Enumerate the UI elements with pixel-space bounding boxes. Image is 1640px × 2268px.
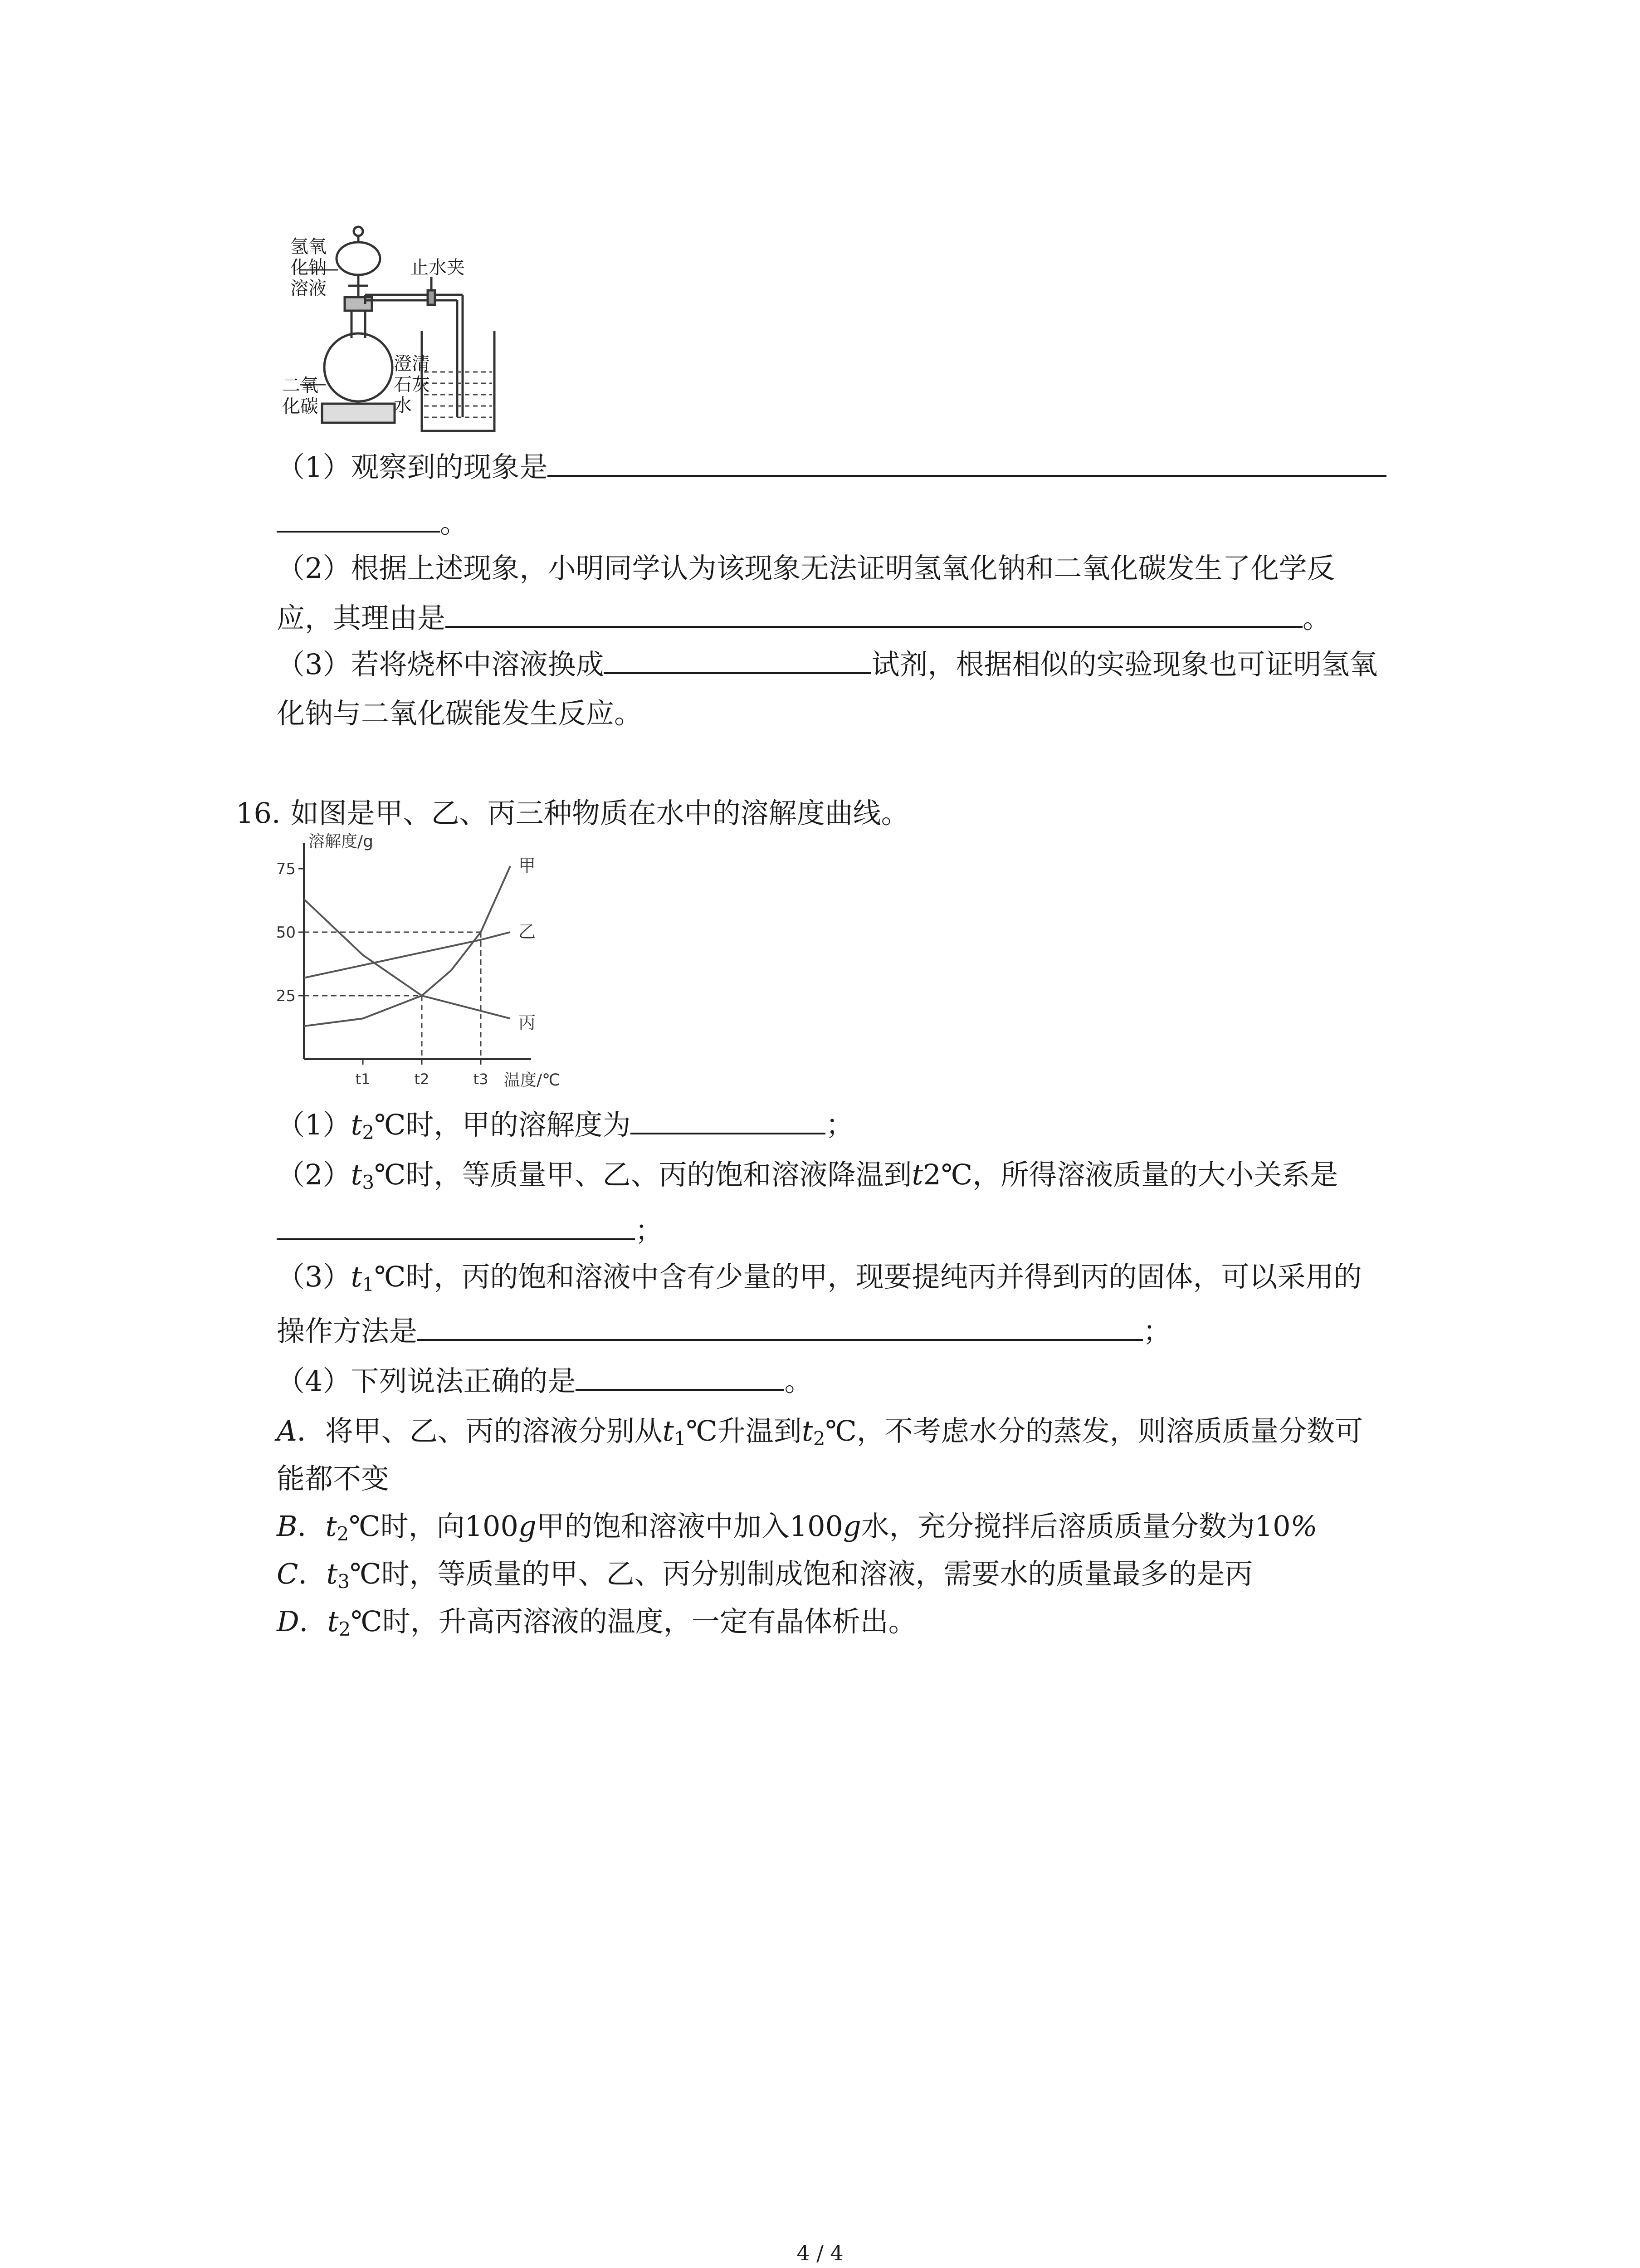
q16-optA-letter: A xyxy=(277,1414,297,1447)
q16-p2-end: ； xyxy=(635,1214,664,1247)
q16-optD-s: 2 xyxy=(338,1618,351,1640)
q16-optD-a: ． xyxy=(299,1605,327,1638)
q16-part1 xyxy=(277,1105,854,1145)
q15-part3-line2 xyxy=(277,693,642,734)
q16-optA-line2: 能都不变 xyxy=(277,1462,390,1495)
q15-part2-end: 。 xyxy=(1303,601,1331,635)
q16-option-a xyxy=(277,1411,1363,1452)
q16-part4 xyxy=(277,1361,812,1402)
q16-optD-t: t xyxy=(327,1605,339,1638)
q16-option-c xyxy=(277,1554,1253,1594)
series-curve-甲 xyxy=(304,866,510,1026)
q15-part2-blank[interactable] xyxy=(445,598,1303,628)
q16-part1-blank[interactable] xyxy=(630,1105,825,1134)
x-tick-label: t2 xyxy=(414,1070,430,1088)
q16-optD-letter: D xyxy=(277,1605,299,1638)
q16-part2 xyxy=(277,1154,1338,1195)
series-curve-乙 xyxy=(304,932,510,978)
q16-p3-sub: 1 xyxy=(362,1273,375,1295)
q16-optC-s: 3 xyxy=(337,1570,350,1593)
q16-number: 16. xyxy=(236,797,281,830)
q16-p4-text: （4）下列说法正确的是 xyxy=(277,1364,576,1398)
q16-p2-t2: t xyxy=(912,1158,923,1191)
q16-p4-end: 。 xyxy=(784,1364,813,1398)
q16-part2-blank[interactable] xyxy=(277,1210,635,1240)
label-naoh-2: 化钠 xyxy=(290,257,327,278)
q15-part2-text2: 应，其理由是 xyxy=(277,601,446,635)
q15-part1-text: （1）观察到的现象是 xyxy=(277,450,548,484)
q15-part1-blank[interactable] xyxy=(547,447,1386,477)
label-lime-3: 水 xyxy=(394,395,412,416)
q15-part3-pre: （3）若将烧杯中溶液换成 xyxy=(277,648,604,681)
q16-p3-pre: （3） xyxy=(277,1260,351,1293)
q16-p3-end: ； xyxy=(1143,1315,1171,1348)
q16-optD-b: ℃时，升高丙溶液的温度，一定有晶体析出。 xyxy=(351,1605,917,1638)
q16-optB-b: ℃时，向100 xyxy=(349,1510,518,1543)
q16-p2-pre: （2） xyxy=(277,1158,351,1191)
q16-optB-d: 水，充分搅拌后溶质质量分数为10 xyxy=(861,1510,1291,1543)
q16-optC-b: ℃时，等质量的甲、乙、丙分别制成饱和溶液，需要水的质量最多的是丙 xyxy=(350,1557,1253,1590)
q16-optA-c: ℃，不考虑水分的蒸发，则溶质质量分数可 xyxy=(825,1414,1363,1447)
q16-p2-t: t xyxy=(351,1158,362,1191)
q16-p2-t2-rest: 2℃，所得溶液质量的大小关系是 xyxy=(923,1158,1338,1191)
q16-part3-blank[interactable] xyxy=(417,1311,1143,1341)
q16-optB-s: 2 xyxy=(337,1523,349,1545)
label-lime-2: 石灰 xyxy=(394,374,430,395)
q16-p1-t: t xyxy=(351,1108,362,1141)
q15-part2-line2 xyxy=(277,598,1331,639)
q16-optB-c: 甲的饱和溶液中加入100 xyxy=(536,1510,843,1543)
q16-p2-sub: 3 xyxy=(362,1171,375,1193)
q16-stem-text: 如图是甲、乙、丙三种物质在水中的溶解度曲线。 xyxy=(290,797,909,830)
q16-p1-sub: 2 xyxy=(362,1121,375,1144)
q15-part3-post: 试剂，根据相似的实验现象也可证明氢氧 xyxy=(871,648,1378,681)
q16-p1-post: ℃时，甲的溶解度为 xyxy=(374,1108,631,1141)
q16-optA-a: ．将甲、乙、丙的溶液分别从 xyxy=(297,1414,663,1447)
q15-part3-blank[interactable] xyxy=(604,644,871,674)
x-axis-label: 温度/℃ xyxy=(504,1071,561,1090)
series-label-乙: 乙 xyxy=(518,922,536,942)
y-tick-label: 25 xyxy=(276,987,296,1005)
q16-optA-t1: t xyxy=(662,1414,674,1447)
q16-optA-b: ℃升温到 xyxy=(686,1414,802,1447)
q15-part1-cont xyxy=(277,503,468,543)
q16-p2-mid: ℃时，等质量甲、乙、丙的饱和溶液降温到 xyxy=(374,1158,912,1191)
q16-p3-t: t xyxy=(351,1260,362,1293)
q16-part3 xyxy=(277,1256,1362,1297)
y-tick-label: 75 xyxy=(276,860,296,878)
q16-optC-a: ． xyxy=(298,1557,327,1590)
x-tick-label: t1 xyxy=(355,1070,371,1088)
series-label-甲: 甲 xyxy=(518,855,536,876)
y-axis-label: 溶解度/g xyxy=(308,832,373,851)
q16-part2-cont xyxy=(277,1210,663,1251)
q16-optC-letter: C xyxy=(277,1557,298,1590)
q16-part3-line2 xyxy=(277,1311,1171,1352)
q15-part2-text: （2）根据上述现象，小明同学认为该现象无法证明氢氧化钠和二氧化碳发生了化学反 xyxy=(277,552,1335,585)
x-tick-label: t3 xyxy=(473,1070,488,1088)
q16-optA-t2: t xyxy=(801,1414,813,1447)
q16-p1-pre: （1） xyxy=(277,1108,351,1141)
label-co2-2: 化碳 xyxy=(282,396,318,417)
label-clamp: 止水夹 xyxy=(410,257,465,278)
q15-part3-text2: 化钠与二氧化碳能发生反应。 xyxy=(277,697,643,730)
q15-part1-blank-cont[interactable] xyxy=(277,503,440,533)
q16-optB-a: ． xyxy=(297,1510,326,1543)
q16-optB-letter: B xyxy=(277,1510,298,1543)
q15-part1 xyxy=(277,447,1386,488)
q15-part1-end: 。 xyxy=(440,506,469,539)
q16-optB-g2: g xyxy=(843,1510,861,1543)
q16-option-a-line2 xyxy=(277,1458,389,1499)
q16-optB-t: t xyxy=(325,1510,337,1543)
solubility-chart xyxy=(263,828,581,1100)
q16-optB-g1: g xyxy=(518,1510,537,1543)
q16-optB-pct: % xyxy=(1290,1510,1318,1543)
y-tick-label: 50 xyxy=(276,924,296,942)
page-number: 4 / 4 xyxy=(796,2241,844,2265)
q16-optA-s2: 2 xyxy=(813,1427,825,1450)
q16-part4-blank[interactable] xyxy=(576,1361,784,1391)
label-lime-1: 澄清 xyxy=(394,353,430,374)
q16-optA-s1: 1 xyxy=(674,1427,686,1450)
q16-option-b xyxy=(277,1506,1318,1547)
label-co2-1: 二氧 xyxy=(282,375,318,396)
q16-p3-post: ℃时，丙的饱和溶液中含有少量的甲，现要提纯丙并得到丙的固体，可以采用的 xyxy=(374,1260,1362,1293)
series-label-丙: 丙 xyxy=(518,1012,536,1033)
q15-part3 xyxy=(277,644,1377,685)
q16-option-d xyxy=(277,1601,917,1642)
q16-p3-line2: 操作方法是 xyxy=(277,1315,418,1348)
q16-p1-end: ； xyxy=(825,1108,854,1141)
q15-part2-line1 xyxy=(277,548,1335,589)
label-naoh-3: 溶液 xyxy=(290,278,327,299)
q16-optC-t: t xyxy=(326,1557,338,1590)
label-naoh-1: 氢氧 xyxy=(290,236,327,257)
